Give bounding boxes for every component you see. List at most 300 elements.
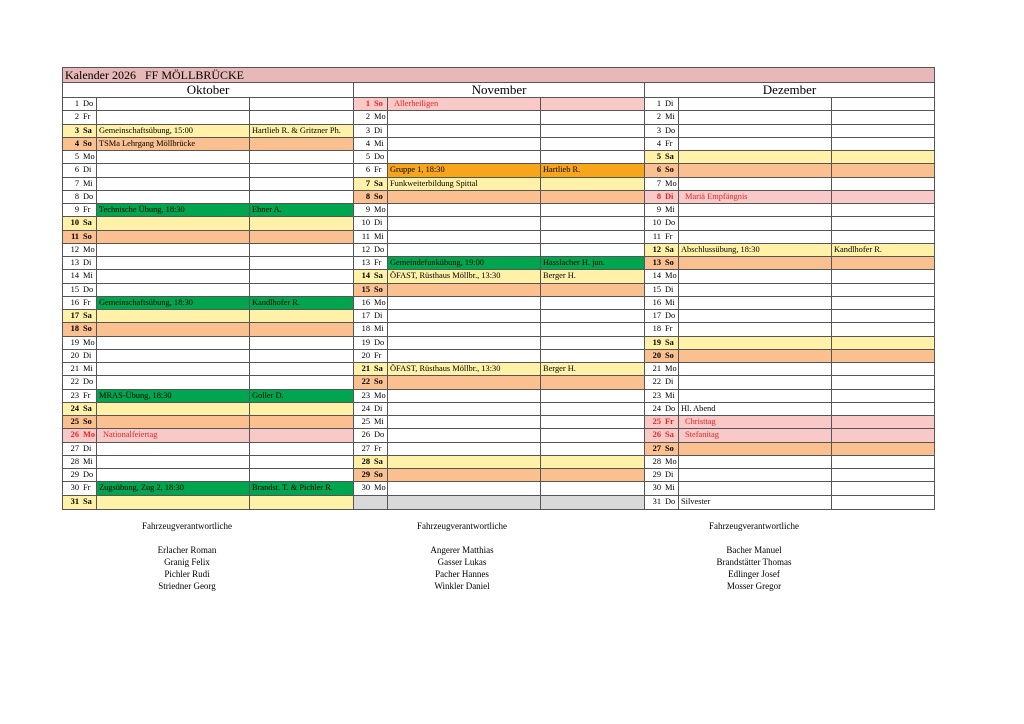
event-cell-oktober bbox=[97, 496, 250, 509]
calendar-title: Kalender 2026 FF MÖLLBRÜCKE bbox=[62, 67, 935, 82]
responsible-cell-dezember bbox=[832, 151, 934, 163]
day-cell-dezember bbox=[645, 443, 679, 455]
day-cell-dezember bbox=[645, 363, 679, 375]
event-cell-dezember bbox=[679, 482, 832, 494]
day-cell-dezember bbox=[645, 297, 679, 309]
weekday: Mi bbox=[665, 390, 675, 400]
responsible-cell-oktober bbox=[250, 111, 354, 123]
weekday: Do bbox=[374, 152, 385, 161]
weekday: Do bbox=[665, 403, 676, 413]
day-cell-oktober bbox=[63, 191, 97, 203]
day-number: 4 bbox=[74, 138, 79, 148]
day-number: 16 bbox=[361, 297, 370, 307]
day-cell-dezember bbox=[645, 323, 679, 335]
weekday: Sa bbox=[83, 311, 92, 320]
responsible-cell-oktober bbox=[250, 416, 354, 428]
responsible-cell-november bbox=[541, 284, 645, 296]
day-cell-oktober bbox=[63, 310, 97, 322]
day-cell-oktober bbox=[63, 416, 97, 428]
event-cell-oktober bbox=[97, 469, 250, 481]
day-cell-november bbox=[354, 191, 388, 203]
responsible-cell-dezember bbox=[832, 403, 934, 415]
weekday: So bbox=[374, 377, 383, 387]
day-number: 24 bbox=[70, 403, 79, 413]
day-number: 11 bbox=[652, 231, 661, 241]
weekday: Fr bbox=[83, 112, 91, 122]
event-cell-dezember bbox=[679, 231, 832, 243]
day-cell-dezember bbox=[645, 204, 679, 216]
day-number: 18 bbox=[652, 324, 661, 334]
responsible-cell-oktober bbox=[250, 138, 354, 150]
responsible-cell-november bbox=[541, 98, 645, 110]
day-cell-november bbox=[354, 138, 388, 150]
responsible-cell-november bbox=[541, 217, 645, 229]
day-number: 16 bbox=[652, 297, 661, 307]
calendar-row bbox=[63, 231, 934, 244]
weekday: Fr bbox=[83, 297, 91, 307]
weekday: So bbox=[374, 470, 383, 479]
day-number: 5 bbox=[74, 152, 79, 161]
responsible-cell-oktober: Brandst. T. & Pichler R. bbox=[250, 482, 354, 494]
day-number: 30 bbox=[652, 483, 661, 493]
day-number: 19 bbox=[652, 337, 661, 347]
day-cell-dezember bbox=[645, 217, 679, 229]
responsible-cell-november bbox=[541, 244, 645, 256]
event-cell-oktober bbox=[97, 363, 250, 375]
day-cell-november bbox=[354, 217, 388, 229]
event-cell-oktober bbox=[97, 416, 250, 428]
footer-heading: Fahrzeugverantwortliche bbox=[709, 521, 799, 531]
day-cell-dezember bbox=[645, 284, 679, 296]
weekday: Mo bbox=[374, 297, 386, 307]
weekday: Do bbox=[83, 470, 94, 479]
day-cell-oktober bbox=[63, 390, 97, 402]
day-number: 18 bbox=[70, 324, 79, 334]
weekday: Di bbox=[83, 165, 92, 175]
responsible-cell-dezember bbox=[832, 350, 934, 362]
day-cell-oktober bbox=[63, 403, 97, 415]
responsible-cell-dezember bbox=[832, 376, 934, 388]
event-cell-november bbox=[388, 310, 541, 322]
day-number: 15 bbox=[652, 284, 661, 294]
day-cell-november bbox=[354, 178, 388, 190]
event-cell-dezember: Stefanitag bbox=[679, 429, 832, 441]
day-cell-dezember bbox=[645, 125, 679, 137]
day-number: 10 bbox=[361, 218, 370, 228]
day-cell-oktober bbox=[63, 350, 97, 362]
footer-name: Angerer Matthias bbox=[430, 545, 494, 555]
event-cell-dezember bbox=[679, 257, 832, 269]
day-number: 6 bbox=[365, 165, 370, 175]
day-cell-dezember bbox=[645, 350, 679, 362]
day-cell-oktober bbox=[63, 443, 97, 455]
footer-col-3 bbox=[629, 520, 879, 592]
weekday: Fr bbox=[665, 417, 674, 426]
day-number: 13 bbox=[70, 258, 79, 267]
event-cell-oktober bbox=[97, 111, 250, 123]
day-number: 26 bbox=[652, 430, 661, 440]
day-number: 3 bbox=[74, 125, 79, 135]
day-cell-november bbox=[354, 323, 388, 335]
event-cell-dezember bbox=[679, 297, 832, 309]
weekday: Di bbox=[374, 403, 383, 413]
responsible-cell-dezember bbox=[832, 284, 934, 296]
event-cell-dezember bbox=[679, 376, 832, 388]
event-cell-dezember: Christtag bbox=[679, 416, 832, 428]
weekday: Do bbox=[83, 284, 94, 294]
event-cell-november bbox=[388, 416, 541, 428]
calendar-row bbox=[63, 469, 934, 482]
footer-col-2 bbox=[337, 520, 587, 592]
day-number: 23 bbox=[652, 390, 661, 400]
day-cell-november bbox=[354, 350, 388, 362]
day-cell-november bbox=[354, 204, 388, 216]
event-cell-oktober bbox=[97, 284, 250, 296]
weekday: Sa bbox=[665, 244, 674, 254]
weekday: So bbox=[665, 165, 674, 175]
responsible-cell-oktober bbox=[250, 178, 354, 190]
weekday: Mo bbox=[665, 364, 677, 373]
day-cell-november bbox=[354, 416, 388, 428]
weekday: Mo bbox=[374, 483, 386, 493]
day-cell-oktober bbox=[63, 217, 97, 229]
responsible-cell-november: Hartlieb R. bbox=[541, 164, 645, 176]
day-number: 14 bbox=[652, 271, 661, 281]
day-cell-oktober bbox=[63, 164, 97, 176]
day-cell-dezember bbox=[645, 178, 679, 190]
day-cell-november bbox=[354, 125, 388, 137]
weekday: So bbox=[374, 191, 383, 201]
event-cell-oktober bbox=[97, 98, 250, 110]
day-number: 26 bbox=[70, 430, 79, 440]
responsible-cell-oktober bbox=[250, 323, 354, 335]
footer-name: Erlacher Roman bbox=[157, 545, 217, 555]
day-number: 9 bbox=[365, 205, 370, 214]
day-number: 8 bbox=[656, 191, 661, 201]
weekday: Mi bbox=[83, 456, 93, 466]
event-cell-november bbox=[388, 456, 541, 468]
weekday: Mi bbox=[83, 271, 93, 281]
day-number: 19 bbox=[361, 337, 370, 347]
day-cell-dezember bbox=[645, 376, 679, 388]
responsible-cell-dezember bbox=[832, 204, 934, 216]
day-number: 17 bbox=[361, 311, 370, 320]
responsible-cell-oktober bbox=[250, 456, 354, 468]
responsible-cell-oktober: Kandlhofer R. bbox=[250, 297, 354, 309]
weekday: So bbox=[83, 231, 92, 241]
event-cell-oktober bbox=[97, 323, 250, 335]
weekday: Sa bbox=[374, 456, 383, 466]
day-number: 30 bbox=[70, 483, 79, 493]
event-cell-oktober bbox=[97, 403, 250, 415]
weekday: Mo bbox=[374, 205, 386, 214]
day-cell-oktober bbox=[63, 151, 97, 163]
day-cell-dezember bbox=[645, 191, 679, 203]
weekday: Mi bbox=[374, 138, 384, 148]
weekday: Fr bbox=[374, 258, 382, 267]
calendar-row bbox=[63, 257, 934, 270]
weekday: So bbox=[83, 324, 92, 334]
responsible-cell-november: Berger H. bbox=[541, 363, 645, 375]
day-cell-oktober bbox=[63, 231, 97, 243]
responsible-cell-oktober bbox=[250, 496, 354, 509]
responsible-cell-november bbox=[541, 443, 645, 455]
weekday: Di bbox=[374, 218, 383, 228]
footer-col-1 bbox=[62, 520, 312, 592]
day-cell-november bbox=[354, 310, 388, 322]
event-cell-oktober: Zugsübung, Zug 2, 18:30 bbox=[97, 482, 250, 494]
event-cell-dezember: Abschlussübung, 18:30 bbox=[679, 244, 832, 256]
calendar-row bbox=[63, 416, 934, 429]
weekday: Mo bbox=[665, 271, 677, 281]
day-number: 11 bbox=[71, 231, 79, 241]
day-cell-oktober bbox=[63, 456, 97, 468]
responsible-cell-november bbox=[541, 350, 645, 362]
responsible-cell-oktober bbox=[250, 284, 354, 296]
day-number: 1 bbox=[656, 99, 661, 108]
day-cell-oktober bbox=[63, 337, 97, 349]
responsible-cell-november bbox=[541, 191, 645, 203]
day-number: 21 bbox=[361, 364, 370, 373]
day-cell-november bbox=[354, 456, 388, 468]
calendar-row bbox=[63, 350, 934, 363]
calendar-row bbox=[63, 337, 934, 350]
responsible-cell-november bbox=[541, 151, 645, 163]
day-number: 23 bbox=[361, 390, 370, 400]
day-number: 19 bbox=[70, 337, 79, 347]
day-number: 9 bbox=[656, 205, 661, 214]
weekday: Mi bbox=[665, 297, 675, 307]
responsible-cell-oktober bbox=[250, 337, 354, 349]
event-cell-november bbox=[388, 244, 541, 256]
event-cell-dezember bbox=[679, 98, 832, 110]
responsible-cell-november bbox=[541, 429, 645, 441]
weekday: Do bbox=[374, 430, 385, 440]
event-cell-oktober bbox=[97, 164, 250, 176]
responsible-cell-dezember bbox=[832, 164, 934, 176]
day-number: 13 bbox=[652, 258, 661, 267]
event-cell-oktober: Technische Übung, 18:30 bbox=[97, 204, 250, 216]
weekday: Sa bbox=[83, 403, 92, 413]
weekday: Di bbox=[83, 443, 92, 453]
event-cell-dezember bbox=[679, 151, 832, 163]
responsible-cell-oktober: Ebner A. bbox=[250, 204, 354, 216]
day-number: 11 bbox=[361, 231, 370, 241]
day-number: 25 bbox=[70, 417, 79, 426]
day-number: 23 bbox=[70, 390, 79, 400]
weekday: Fr bbox=[665, 138, 673, 148]
event-cell-november: ÖFAST, Rüsthaus Möllbr., 13:30 bbox=[388, 363, 541, 375]
day-number: 3 bbox=[656, 125, 661, 135]
calendar-row bbox=[63, 376, 934, 389]
day-cell-oktober bbox=[63, 204, 97, 216]
responsible-cell-november bbox=[541, 403, 645, 415]
day-number: 24 bbox=[652, 403, 661, 413]
responsible-cell-oktober bbox=[250, 403, 354, 415]
weekday: Do bbox=[665, 125, 676, 135]
calendar-row bbox=[63, 403, 934, 416]
day-number: 27 bbox=[70, 443, 79, 453]
day-cell-november bbox=[354, 297, 388, 309]
event-cell-oktober: Gemeinschaftsübung, 15:00 bbox=[97, 125, 250, 137]
responsible-cell-november bbox=[541, 390, 645, 402]
day-number: 12 bbox=[361, 244, 370, 254]
event-cell-oktober: TSMa Lehrgang Möllbrücke bbox=[97, 138, 250, 150]
day-number: 21 bbox=[70, 364, 79, 373]
day-number: 2 bbox=[365, 112, 370, 122]
weekday: Fr bbox=[374, 350, 382, 360]
day-cell-november bbox=[354, 284, 388, 296]
day-number: 1 bbox=[365, 99, 370, 108]
responsible-cell-dezember bbox=[832, 257, 934, 269]
weekday: Di bbox=[83, 258, 92, 267]
weekday: Do bbox=[665, 496, 676, 506]
event-cell-oktober bbox=[97, 443, 250, 455]
day-cell-dezember bbox=[645, 244, 679, 256]
weekday: Di bbox=[665, 377, 674, 387]
event-cell-dezember bbox=[679, 350, 832, 362]
calendar-row bbox=[63, 164, 934, 177]
responsible-cell-dezember bbox=[832, 297, 934, 309]
day-number: 13 bbox=[361, 258, 370, 267]
day-number: 12 bbox=[70, 244, 79, 254]
weekday: Sa bbox=[83, 496, 92, 506]
weekday: Sa bbox=[665, 430, 674, 440]
event-cell-november: Funkweiterbildung Spittal bbox=[388, 178, 541, 190]
responsible-cell-oktober bbox=[250, 191, 354, 203]
calendar-row bbox=[63, 125, 934, 138]
weekday: Fr bbox=[374, 443, 382, 453]
responsible-cell-dezember bbox=[832, 456, 934, 468]
calendar-row bbox=[63, 111, 934, 124]
day-number: 5 bbox=[365, 152, 370, 161]
day-cell-dezember bbox=[645, 416, 679, 428]
day-number: 17 bbox=[70, 311, 79, 320]
responsible-cell-november bbox=[541, 456, 645, 468]
event-cell-dezember: Mariä Empfängnis bbox=[679, 191, 832, 203]
responsible-cell-oktober: Goller D. bbox=[250, 390, 354, 402]
day-number: 20 bbox=[70, 350, 79, 360]
event-cell-november bbox=[388, 350, 541, 362]
calendar-row bbox=[63, 390, 934, 403]
weekday: Di bbox=[665, 191, 674, 201]
responsible-cell-dezember bbox=[832, 429, 934, 441]
weekday: Di bbox=[374, 125, 383, 135]
event-cell-dezember: Hl. Abend bbox=[679, 403, 832, 415]
day-number: 24 bbox=[361, 403, 370, 413]
day-number: 28 bbox=[70, 456, 79, 466]
weekday: Mo bbox=[665, 456, 677, 466]
day-cell-dezember bbox=[645, 98, 679, 110]
weekday: So bbox=[374, 284, 383, 294]
responsible-cell-november bbox=[541, 310, 645, 322]
day-number: 5 bbox=[656, 152, 661, 161]
weekday: Do bbox=[374, 337, 385, 347]
event-cell-november bbox=[388, 151, 541, 163]
event-cell-november bbox=[388, 297, 541, 309]
day-number: 15 bbox=[361, 284, 370, 294]
responsible-cell-oktober bbox=[250, 244, 354, 256]
calendar-sheet bbox=[62, 67, 935, 510]
event-cell-november bbox=[388, 138, 541, 150]
day-cell-dezember bbox=[645, 138, 679, 150]
day-cell-oktober bbox=[63, 284, 97, 296]
day-number: 1 bbox=[74, 99, 79, 108]
day-number: 16 bbox=[70, 297, 79, 307]
footer-name: Pichler Rudi bbox=[164, 569, 210, 579]
event-cell-november bbox=[388, 376, 541, 388]
day-cell-dezember bbox=[645, 270, 679, 282]
event-cell-oktober: Nationalfeiertag bbox=[97, 429, 250, 441]
day-number: 27 bbox=[652, 443, 661, 453]
responsible-cell-oktober bbox=[250, 376, 354, 388]
event-cell-november bbox=[388, 469, 541, 481]
calendar-row bbox=[63, 138, 934, 151]
event-cell-dezember bbox=[679, 469, 832, 481]
day-number: 30 bbox=[361, 483, 370, 493]
event-cell-dezember bbox=[679, 138, 832, 150]
day-number: 18 bbox=[361, 324, 370, 334]
event-cell-dezember bbox=[679, 111, 832, 123]
day-cell-dezember bbox=[645, 496, 679, 509]
event-cell-november bbox=[388, 125, 541, 137]
day-number: 2 bbox=[74, 112, 79, 122]
day-cell-oktober bbox=[63, 257, 97, 269]
weekday: Fr bbox=[665, 324, 673, 334]
event-cell-dezember bbox=[679, 204, 832, 216]
event-cell-november bbox=[388, 337, 541, 349]
calendar-row bbox=[63, 496, 934, 509]
day-cell-dezember bbox=[645, 111, 679, 123]
responsible-cell-oktober bbox=[250, 443, 354, 455]
day-cell-november bbox=[354, 231, 388, 243]
responsible-cell-oktober bbox=[250, 363, 354, 375]
responsible-cell-dezember bbox=[832, 111, 934, 123]
weekday: So bbox=[665, 258, 674, 267]
event-cell-november bbox=[388, 496, 541, 509]
responsible-cell-november bbox=[541, 231, 645, 243]
weekday: So bbox=[665, 443, 674, 453]
event-cell-dezember bbox=[679, 217, 832, 229]
responsible-cell-oktober: Hartlieb R. & Gritzner Ph. bbox=[250, 125, 354, 137]
responsible-cell-november bbox=[541, 323, 645, 335]
responsible-cell-november bbox=[541, 178, 645, 190]
day-cell-november bbox=[354, 151, 388, 163]
responsible-cell-november bbox=[541, 376, 645, 388]
month-header-november: November bbox=[354, 83, 645, 97]
day-cell-oktober bbox=[63, 323, 97, 335]
event-cell-november bbox=[388, 204, 541, 216]
responsible-cell-oktober bbox=[250, 257, 354, 269]
day-cell-dezember bbox=[645, 469, 679, 481]
responsible-cell-november bbox=[541, 111, 645, 123]
day-number: 31 bbox=[70, 496, 79, 506]
responsible-cell-dezember bbox=[832, 496, 934, 509]
responsible-cell-dezember bbox=[832, 443, 934, 455]
day-number: 7 bbox=[74, 178, 79, 188]
weekday: Mo bbox=[374, 112, 386, 122]
day-number: 29 bbox=[361, 470, 370, 479]
day-number: 8 bbox=[74, 191, 79, 201]
weekday: Sa bbox=[83, 125, 92, 135]
responsible-cell-dezember bbox=[832, 469, 934, 481]
day-cell-november bbox=[354, 363, 388, 375]
responsible-cell-november bbox=[541, 337, 645, 349]
responsible-cell-november bbox=[541, 125, 645, 137]
event-cell-oktober bbox=[97, 350, 250, 362]
footer-name: Gasser Lukas bbox=[437, 557, 487, 567]
event-cell-november bbox=[388, 231, 541, 243]
